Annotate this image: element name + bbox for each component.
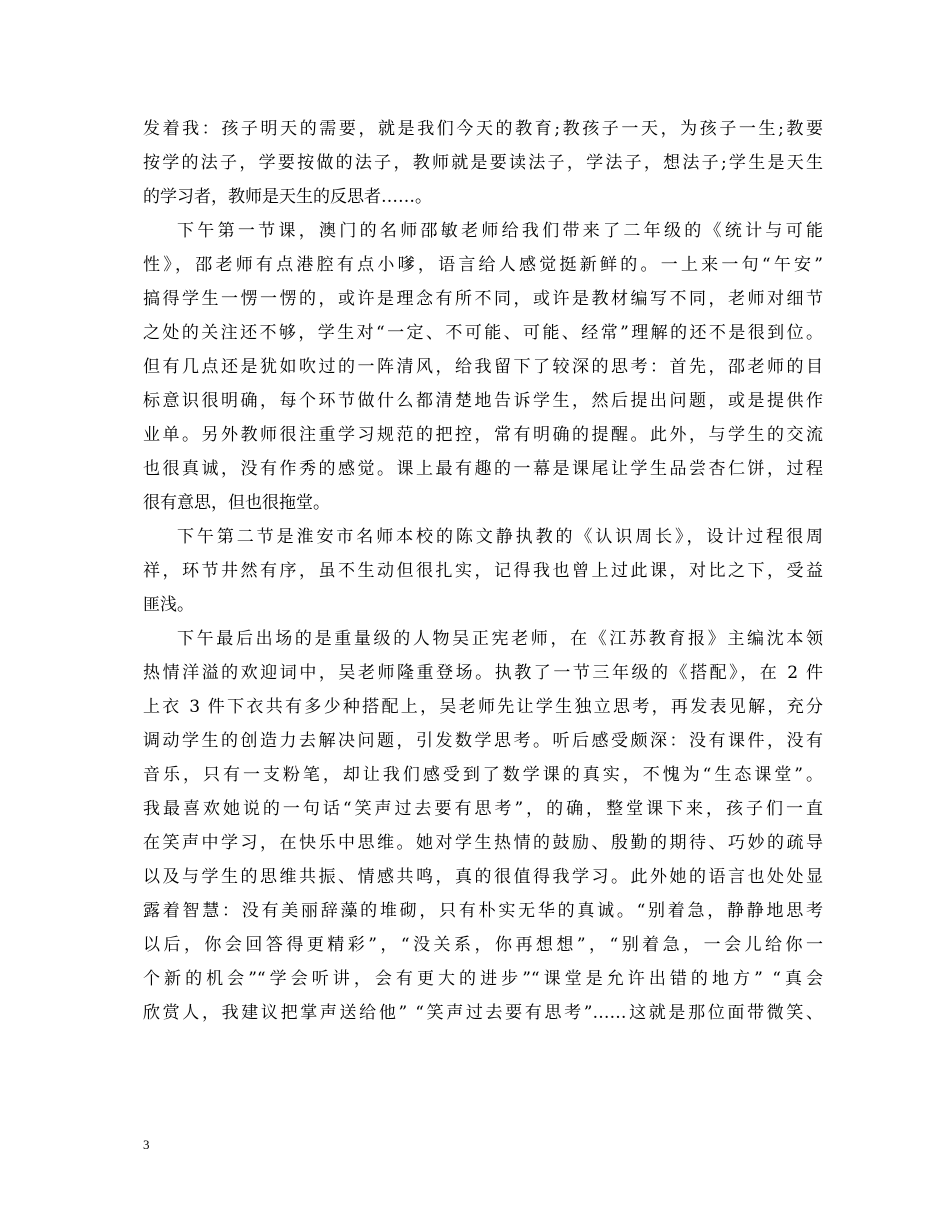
text-line: 调动学生的创造力去解决问题，引发数学思考。听后感受颇深：没有课件，没有 [143, 731, 823, 751]
text-line: 很有意思，但也很拖堂。 [143, 493, 330, 513]
text-line: 的学习者，教师是天生的反思者……。 [143, 187, 432, 207]
page-number: 3 [143, 1137, 150, 1152]
text-line: 业单。另外教师很注重学习规范的把控，常有明确的提醒。此外，与学生的交流 [143, 425, 823, 445]
text-line: 发着我：孩子明天的需要，就是我们今天的教育;教孩子一天，为孩子一生;教要 [143, 119, 823, 139]
text-line: 上衣 3 件下衣共有多少种搭配上，吴老师先让学生独立思考，再发表见解，充分 [143, 697, 823, 717]
text-line: 欣赏人，我建议把掌声送给他” “笑声过去要有思考”……这就是那位面带微笑、 [143, 1003, 823, 1023]
text-line: 音乐，只有一支粉笔，却让我们感受到了数学课的真实，不愧为“生态课堂”。 [143, 765, 823, 785]
page-body [143, 112, 823, 1030]
text-line: 按学的法子，学要按做的法子，教师就是要读法子，学法子，想法子;学生是天生 [143, 153, 823, 173]
text-line: 之处的关注还不够，学生对“一定、不可能、可能、经常”理解的还不是很到位。 [143, 323, 823, 343]
text-line: 下午最后出场的是重量级的人物吴正宪老师，在《江苏教育报》主编沈本领 [177, 629, 823, 649]
text-line: 以后，你会回答得更精彩”，“没关系，你再想想”，“别着急，一会儿给你一 [143, 935, 823, 955]
text-line: 下午第二节是淮安市名师本校的陈文静执教的《认识周长》，设计过程很周 [177, 527, 823, 547]
text-line: 在笑声中学习，在快乐中思维。她对学生热情的鼓励、殷勤的期待、巧妙的疏导 [143, 833, 823, 853]
text-line: 但有几点还是犹如吹过的一阵清风，给我留下了较深的思考：首先，邵老师的目 [143, 357, 823, 377]
text-line: 热情洋溢的欢迎词中，吴老师隆重登场。执教了一节三年级的《搭配》，在 2 件 [143, 663, 823, 683]
text-line: 我最喜欢她说的一句话“笑声过去要有思考”，的确，整堂课下来，孩子们一直 [143, 799, 823, 819]
text-line: 下午第一节课，澳门的名师邵敏老师给我们带来了二年级的《统计与可能 [177, 221, 823, 241]
paragraph [143, 112, 823, 214]
paragraph [143, 622, 823, 1030]
paragraph [143, 214, 823, 520]
text-line: 露着智慧：没有美丽辞藻的堆砌，只有朴实无华的真诚。“别着急，静静地思考 [143, 901, 823, 921]
text-line: 性》，邵老师有点港腔有点小嗲，语言给人感觉挺新鲜的。一上来一句“午安” [143, 255, 823, 275]
paragraph [143, 520, 823, 622]
text-line: 标意识很明确，每个环节做什么都清楚地告诉学生，然后提出问题，或是提供作 [143, 391, 823, 411]
text-line: 个新的机会”“学会听讲，会有更大的进步”“课堂是允许出错的地方” “真会 [143, 969, 823, 989]
text-line: 匪浅。 [143, 595, 194, 615]
text-line: 也很真诚，没有作秀的感觉。课上最有趣的一幕是课尾让学生品尝杏仁饼，过程 [143, 459, 823, 479]
text-line: 以及与学生的思维共振、情感共鸣，真的很值得我学习。此外她的语言也处处显 [143, 867, 823, 887]
text-line: 搞得学生一愣一愣的，或许是理念有所不同，或许是教材编写不同，老师对细节 [143, 289, 823, 309]
text-line: 祥，环节井然有序，虽不生动但很扎实，记得我也曾上过此课，对比之下，受益 [143, 561, 823, 581]
